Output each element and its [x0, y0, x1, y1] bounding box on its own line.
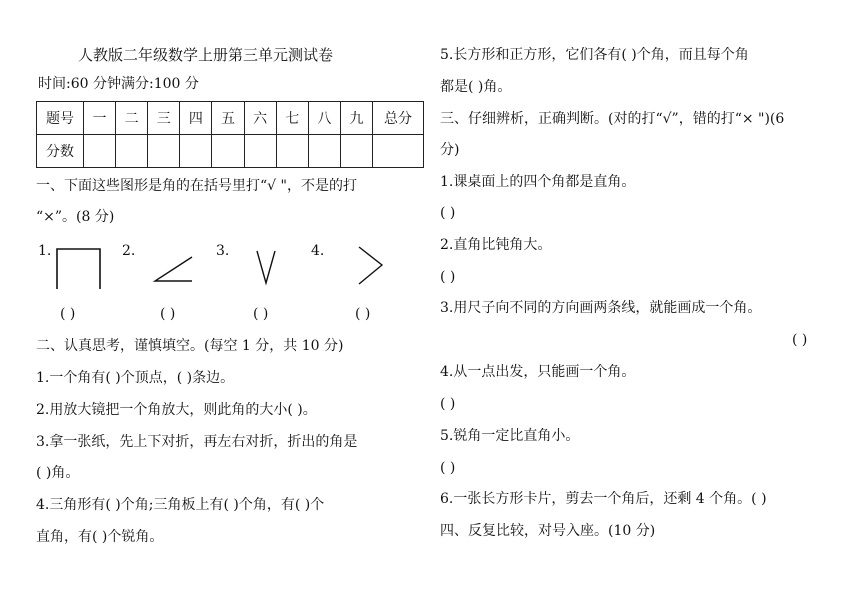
score-cell[interactable]: [180, 135, 212, 168]
question-2-5-cont: 都是( )角。: [440, 79, 512, 95]
question-3-1: 1.课桌面上的四个角都是直角。: [440, 174, 636, 190]
figure-3-answer-blank[interactable]: ( ): [253, 306, 269, 322]
score-cell[interactable]: [308, 135, 340, 168]
score-table: [36, 101, 424, 168]
score-cell[interactable]: [116, 135, 148, 168]
figure-1-answer-blank[interactable]: ( ): [60, 306, 76, 322]
time-score-line: 时间:60 分钟满分:100 分: [38, 76, 199, 92]
question-2-3-cont: ( )角。: [36, 465, 80, 481]
question-3-5: 5.锐角一定比直角小。: [440, 428, 580, 444]
section-2-header: 二、认真思考，谨慎填空。(每空 1 分，共 10 分): [36, 338, 344, 354]
figure-4-label: 4.: [311, 243, 325, 259]
question-3-3: 3.用尺子向不同的方向画两条线，就能画成一个角。: [440, 300, 762, 316]
table-cell: 六: [244, 102, 276, 135]
question-3-6: 6.一张长方形卡片，剪去一个角后，还剩 4 个角。( ): [440, 491, 767, 507]
figure-2-label: 2.: [122, 243, 136, 259]
table-cell: 七: [276, 102, 308, 135]
table-cell: 八: [308, 102, 340, 135]
question-2-4: 4.三角形有( )个角;三角板上有( )个角，有( )个: [36, 497, 325, 513]
section-3-header: 三、仔细辨析，正确判断。(对的打“√”，错的打“× ")(6: [440, 111, 785, 127]
question-2-4-cont: 直角，有( )个锐角。: [36, 529, 164, 545]
question-2-3: 3.拿一张纸，先上下对折，再左右对折，折出的角是: [36, 434, 358, 450]
score-cell[interactable]: [373, 135, 424, 168]
score-cell[interactable]: [340, 135, 372, 168]
table-cell: 题号: [37, 102, 84, 135]
figure-2-answer-blank[interactable]: ( ): [160, 306, 176, 322]
figure-1-label: 1.: [38, 243, 52, 259]
table-cell: 二: [116, 102, 148, 135]
table-cell: 一: [84, 102, 116, 135]
question-2-1: 1.一个角有( )个顶点，( )条边。: [36, 370, 235, 386]
figure-3-label: 3.: [216, 243, 230, 259]
question-3-1-answer-blank[interactable]: ( ): [440, 205, 456, 221]
score-cell[interactable]: [212, 135, 244, 168]
table-cell: 分数: [37, 135, 84, 168]
figure-4-answer-blank[interactable]: ( ): [355, 306, 371, 322]
question-3-3-answer-blank[interactable]: ( ): [792, 332, 808, 348]
question-3-5-answer-blank[interactable]: ( ): [440, 460, 456, 476]
section-3-header-cont: 分): [440, 142, 460, 158]
question-3-2-answer-blank[interactable]: ( ): [440, 269, 456, 285]
v-angle-figure: [254, 248, 278, 286]
score-table-score-row: [37, 135, 424, 168]
question-3-2: 2.直角比钝角大。: [440, 237, 552, 253]
question-2-2: 2.用放大镜把一个角放大，则此角的大小( )。: [36, 402, 317, 418]
table-cell: 九: [340, 102, 372, 135]
question-3-4: 4.从一点出发，只能画一个角。: [440, 364, 636, 380]
score-cell[interactable]: [276, 135, 308, 168]
exam-title: 人教版二年级数学上册第三单元测试卷: [78, 46, 334, 64]
section-1-header: 一、下面这些图形是角的在括号里打“√ "，不是的打: [36, 178, 357, 194]
question-3-4-answer-blank[interactable]: ( ): [440, 396, 456, 412]
question-2-5: 5.长方形和正方形，它们各有( )个角，而且每个角: [440, 47, 749, 63]
table-cell: 四: [180, 102, 212, 135]
score-cell[interactable]: [148, 135, 180, 168]
table-cell: 总分: [373, 102, 424, 135]
score-cell[interactable]: [244, 135, 276, 168]
chevron-angle-figure: [356, 244, 386, 286]
table-cell: 三: [148, 102, 180, 135]
score-cell[interactable]: [84, 135, 116, 168]
section-1-header-cont: “×”。(8 分): [36, 209, 115, 225]
score-table-header-row: [37, 102, 424, 135]
section-4-header: 四、反复比较，对号入座。(10 分): [440, 523, 656, 539]
open-rectangle-figure: [55, 246, 105, 290]
acute-angle-figure: [152, 254, 196, 284]
table-cell: 五: [212, 102, 244, 135]
